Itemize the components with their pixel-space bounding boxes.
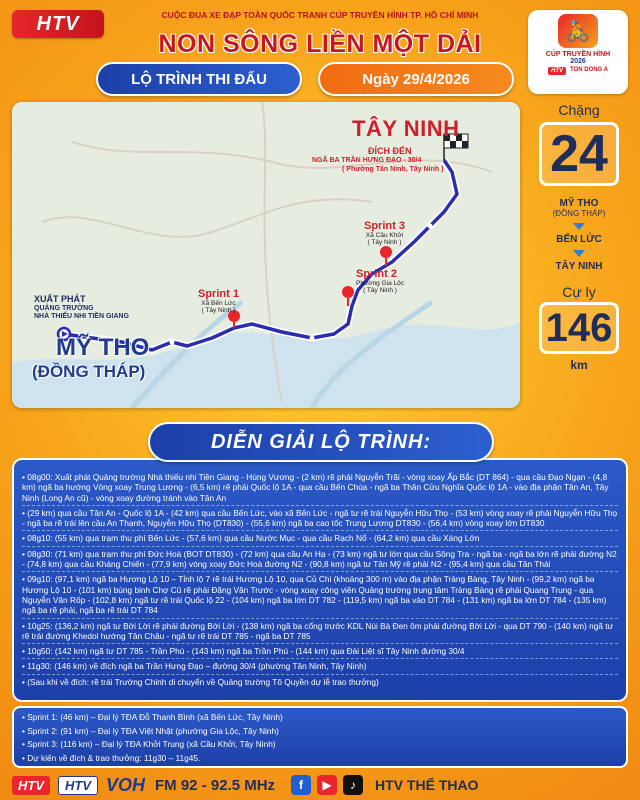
- arrow-down-icon: [573, 250, 585, 257]
- route-dot: [428, 224, 433, 229]
- radio-frequency: FM 92 - 92.5 MHz: [155, 776, 276, 794]
- footer: [0, 770, 640, 800]
- route-description: [12, 458, 628, 702]
- start-city: MỸ THO: [56, 334, 150, 361]
- description-item: • (Sau khi về đích: rẽ trái Trường Chinh di chuyển về Quảng trường Tô Quyền dự lễ trao thưởng): [22, 676, 379, 687]
- description-item: • 09g10: (97,1 km) ngã ba Hương Lộ 10 – Tỉnh lộ 7 rẽ trái Hương Lộ 10, qua Củ Chi (khoảng 300 m) vào địa phận Trảng Bàng, Tây Ninh - (99,2 km) ngã ba Hương Lộ 10 - (101 km) bùng binh Chợ Cũ rẽ phải Đặng Văn Trước - vòng xoay công viên Quảng trường trung tâm Trảng Bàng rẽ phải Quang Trung - qua Nguyễn Văn Rốp - (102,8 km) ngã tư rẽ trái Quốc lộ 22 - (104 km) ngã ba lớn DT 782 - (119,5 km) ngã ba vào DT 784 - (131 km) ngã ba lớn DT 784 - (135 km) ngã ba rẽ phải, ngã ba rẽ trái DT 784: [22, 572, 618, 618]
- cup-year: 2026: [570, 58, 586, 65]
- youtube-icon[interactable]: ▶: [317, 775, 337, 795]
- via-city: BẾN LỨC: [556, 234, 602, 245]
- distance-unit: km: [570, 358, 588, 372]
- description-item: • (29 km) qua cầu Tân An - Quốc lộ 1A - (42 km) qua cầu Bến Lức, vào xã Bến Lức - ngã tư rẽ trái Nguyễn Hữu Thọ - (53 km) vòng xoay rẽ phải Nguyễn Hữu Thọ - ngã ba rẽ trái lên cầu An Thạnh, Nguyễn Hữu Thọ (DT830) - (55,6 km) ngã ba cao tốc Trung Lương DT830 - (56,4 km) vòng xoay lớn DT830: [22, 506, 618, 532]
- event-title: NON SÔNG LIỀN MỘT DẢI: [158, 30, 482, 58]
- sprint-name: Sprint 2: [356, 268, 397, 280]
- sponsor-tondonga: TON DONG A: [569, 67, 608, 73]
- sprint-place-2: ( Tây Ninh ): [363, 287, 397, 294]
- stage-number: 24: [539, 122, 619, 186]
- description-item: • 08g10: (55 km) qua trạm thu phí Bến Lức - (57,6 km) qua cầu Nước Mục - qua cầu Rạch Nổ - (64,2 km) qua cầu Xáng Lớn: [22, 531, 618, 546]
- description-item: • 08g30: (71 km) qua trạm thu phí Đức Hoà (BOT DT830) - (72 km) qua cầu An Hạ - (73 km) ngã tư lớn qua cầu Sông Tra - ngã ba - ngã ba lớn rẽ phải đường N2 - (74,8 km) qua cầu Kháng Chiến - (77,9 km) vòng xoay Đức Hoà đường N2 - (90,8 km) ngã tư Tân Mỹ rẽ phải N2 - (95,4 km) qua cầu Tân Thái: [22, 547, 618, 573]
- description-item: • 08g00: Xuất phát Quảng trường Nhà thiếu nhi Tiền Giang - Hùng Vương - (2 km) rẽ phải Nguyễn Trãi - vòng xoay Ấp Bắc (DT 864) - qua cầu Đạo Ngạn - (4,8 km) ngã ba hướng Vòng xoay Trung Lương - (6,5 km) rẽ phải Quốc lộ 1A - qua cầu Bến Chùa - ngã ba Thân Cửu Nghĩa Quốc lộ 1A - vào địa phận Tân An, Tây Ninh (Long An cũ) - vòng xoay đường tránh vào Tân An: [22, 470, 618, 506]
- sprint-item: • Sprint 3: (116 km) – Đại lý TĐA Khởi Trung (xã Cầu Khởi, Tây Ninh): [22, 739, 276, 749]
- sprint-2-label: [356, 268, 404, 294]
- sprint-place-2: ( Tây Ninh ): [201, 307, 236, 314]
- sponsor-htv: HTV: [548, 67, 566, 75]
- facebook-icon[interactable]: f: [291, 775, 311, 795]
- sprint-1-label: [198, 288, 239, 314]
- start-province: (ĐỒNG THÁP): [32, 362, 146, 381]
- distance-value: 146: [539, 302, 619, 354]
- description-title: DIỄN GIẢI LỘ TRÌNH:: [148, 422, 494, 462]
- date-label: Ngày 29/4/2026: [318, 62, 514, 96]
- sprint-name: Sprint 3: [364, 220, 405, 232]
- event-subtitle: CUỘC ĐUA XE ĐẠP TOÀN QUỐC TRANH CÚP TRUYỀN HÌNH TP. HỒ CHÍ MINH: [161, 10, 479, 20]
- description-item: • 11g30: (146 km) về đích ngã ba Trần Hưng Đạo – đường 30/4 (phường Tân Ninh, Tây Ninh): [22, 659, 618, 674]
- to-city: TÂY NINH: [555, 261, 603, 272]
- cyclist-icon: 🚴: [558, 14, 598, 48]
- route-dot: [310, 336, 315, 341]
- sprint-place: Xã Cầu Khởi: [365, 232, 404, 239]
- sprint-list: [12, 706, 628, 768]
- description-item: • 10g25: (136,2 km) ngã tư Bời Lời rẽ phải đường Bời Lời - (138 km) ngã ba cổng trước KDL Núi Bà Đen ôm phải đường Bời Lời - qua DT 790 - (140 km) ngã tư rẽ trái đường Khedol hướng Tân Châu - ngã tư rẽ trái DT 785 - ngã ba DT 785: [22, 619, 618, 645]
- finish-title: ĐÍCH ĐẾN: [368, 146, 412, 156]
- tiktok-icon[interactable]: ♪: [343, 775, 363, 795]
- finish-ward: ( Phường Tân Ninh, Tây Ninh ): [342, 166, 444, 173]
- route-label: LỘ TRÌNH THI ĐẤU: [96, 62, 302, 96]
- htv-thethao-brand: HTV THỂ THAO: [375, 777, 479, 793]
- cup-sponsors: [548, 67, 608, 75]
- htv-channel-logo: HTV: [12, 776, 50, 795]
- finish-location: NGÃ BA TRẦN HƯNG ĐẠO - 30/4: [312, 157, 422, 164]
- route-map: [12, 102, 520, 408]
- sprint-place: Xã Bến Lức: [201, 300, 236, 307]
- finish-city: TÂY NINH: [352, 116, 460, 141]
- voh-logo: VOH: [106, 774, 146, 795]
- sprint-name: Sprint 1: [198, 288, 239, 300]
- description-item: • 10g50: (142 km) ngã tư DT 785 - Trần Phú - (143 km) ngã ba Trần Phú - (144 km) qua Đài Liệt sĩ Tây Ninh đường 30/4: [22, 644, 618, 659]
- sprint-item: • Dự kiến về đích & trao thưởng: 11g30 – 11g45.: [22, 752, 201, 763]
- route-dot: [170, 340, 175, 345]
- start-location-2: NHÀ THIẾU NHI TIỀN GIANG: [34, 313, 129, 320]
- sprint-item: • Sprint 2: (91 km) – Đại lý TĐA Việt Nhật (phường Gia Lộc, Tây Ninh): [22, 725, 279, 736]
- htv-logo: HTV: [12, 10, 104, 38]
- sprint-place-2: ( Tây Ninh ): [367, 239, 402, 246]
- sprint-place: Phường Gia Lộc: [356, 280, 405, 287]
- cup-logo: [528, 10, 628, 94]
- distance-label: Cự ly: [562, 284, 596, 300]
- from-city: MỸ THO: [559, 198, 599, 209]
- start-title: XUẤT PHÁT: [34, 294, 86, 304]
- cup-name: CÚP TRUYỀN HÌNH: [545, 51, 611, 58]
- start-location: QUẢNG TRƯỜNG: [34, 305, 94, 312]
- sprint-item: • Sprint 1: (46 km) – Đại lý TĐA Đỗ Thanh Bình (xã Bến Lức, Tây Ninh): [22, 712, 283, 722]
- from-province: (ĐỒNG THÁP): [552, 209, 606, 218]
- htv-channel-logo-2: HTV: [58, 776, 98, 795]
- stage-stats: [530, 102, 628, 408]
- sprint-3-label: [364, 220, 405, 246]
- stage-label: Chặng: [558, 102, 600, 118]
- arrow-down-icon: [573, 223, 585, 230]
